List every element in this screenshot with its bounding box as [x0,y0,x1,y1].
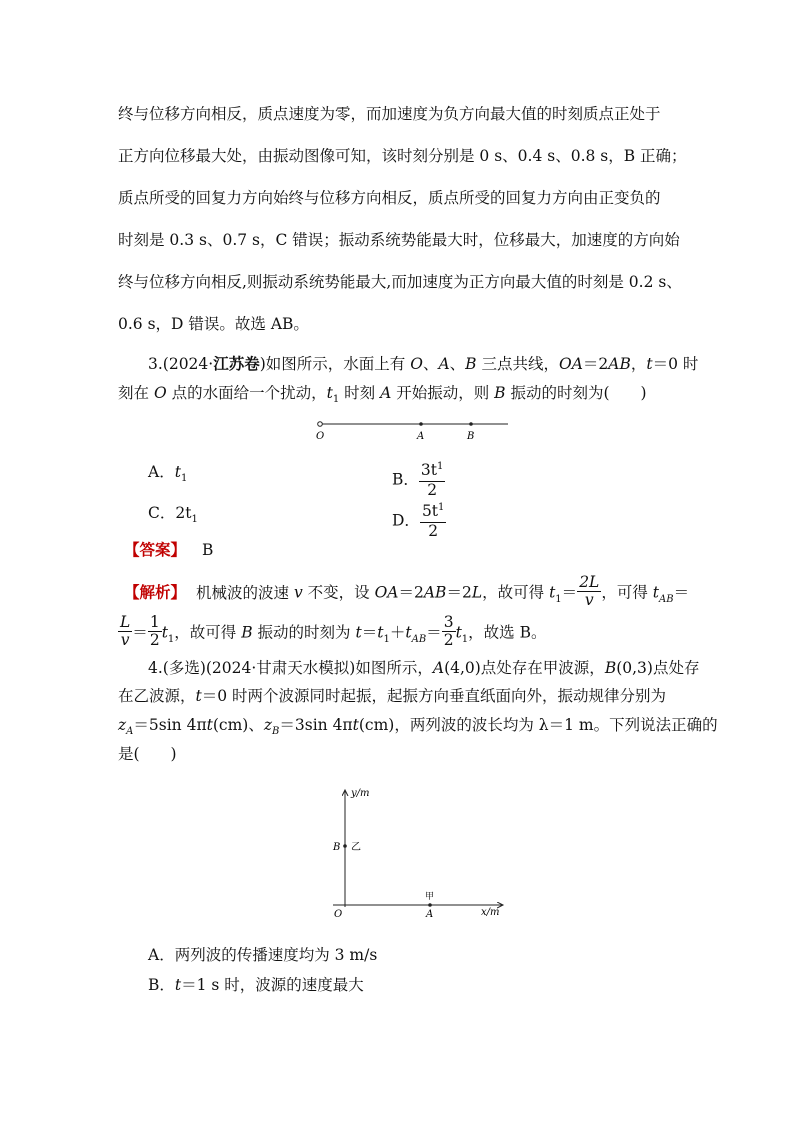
q4-option-a[interactable]: A．两列波的传播速度均为 3 m/s [148,946,378,964]
label-b: B [467,431,475,442]
label-origin: O [334,909,343,920]
label-yi: 乙 [351,842,361,853]
q3-answer: 【答案】 B [124,540,214,559]
q3-option-d[interactable]: D． $\frac{5t^1}{2}$ [392,502,445,540]
x-axis-label: x/m [481,907,500,918]
q3-option-a[interactable]: A．$t_1$ [148,463,188,484]
point-a-jia [428,903,432,907]
solution-line-1: 终与位移方向相反，质点速度为零，而加速度为负方向最大值的时刻质点正处于 [118,105,661,123]
solution-line-5: 终与位移方向相反,则振动系统势能最大,而加速度为正方向最大值的时刻是 0.2 s、 [118,273,682,291]
q3-line-figure [310,415,520,443]
q4-line-4: 是( ) [118,745,177,763]
point-b-yi [343,844,347,848]
q3-analysis-line-1: 【解析】 机械波的波速 v 不变，设 OA＝2AB＝2L，故可得 $t_1=$ $\frac{2L}{v}$ ，可得 $t_{AB}=$ [124,573,690,609]
label-a: A [426,909,434,920]
q4-coordinate-figure [325,782,515,922]
solution-line-6: 0.6 s，D 错误。故选 AB。 [118,315,309,333]
label-b: B [333,842,341,853]
q3-line-2: 刻在 O 点的水面给一个扰动，$t_1$ 时刻 A 开始振动，则 B 振动的时刻为( ) [118,384,647,405]
solution-line-2: 正方向位移最大处，由振动图像可知，该时刻分别是 0 s、0.4 s、0.8 s，B 正确； [118,147,687,165]
q3-option-c[interactable]: C．$2t_1$ [148,504,198,525]
q4-line-3: $z_A=5\sin$ 4πt(cm)、$z_B=3\sin$ 4πt(cm)，两列波的波长均为 λ＝1 m。下列说法正确的 [118,716,718,737]
q4-option-b[interactable]: B．t＝1 s 时，波源的速度最大 [148,976,364,994]
q3-option-b[interactable]: B． $\frac{3t^1}{2}$ [392,461,444,499]
solution-line-3: 质点所受的回复力方向始终与位移方向相反，质点所受的回复力方向由正变负的 [118,189,661,207]
q4-line-1: 4.(多选)(2024·甘肃天水模拟)如图所示，A(4,0)点处存在甲波源，B(0,3)点处存 [148,659,700,677]
label-o: O [316,431,325,442]
point-b [469,422,473,426]
point-o [318,422,323,427]
point-a [419,422,423,426]
y-axis-label: y/m [351,788,370,799]
label-a: A [417,431,425,442]
label-jia: 甲 [425,892,435,902]
q3-line-1: 3.(2024·江苏卷)如图所示，水面上有 O、A、B 三点共线，OA＝2AB，t＝0 时 [148,354,699,373]
q3-analysis-line-2: $\frac{L}{v}$ ＝ $\frac{1}{2}$ $t_1$，故可得 B 振动的时刻为 $t=t_1+t_{AB}=$ $\frac{3}{2}$ $t_1$，故选 B。 [120,613,547,649]
q4-line-2: 在乙波源，t＝0 时两个波源同时起振，起振方向垂直纸面向外，振动规律分别为 [118,687,667,705]
solution-line-4: 时刻是 0.3 s、0.7 s，C 错误；振动系统势能最大时，位移最大，加速度的方向始 [118,231,680,249]
